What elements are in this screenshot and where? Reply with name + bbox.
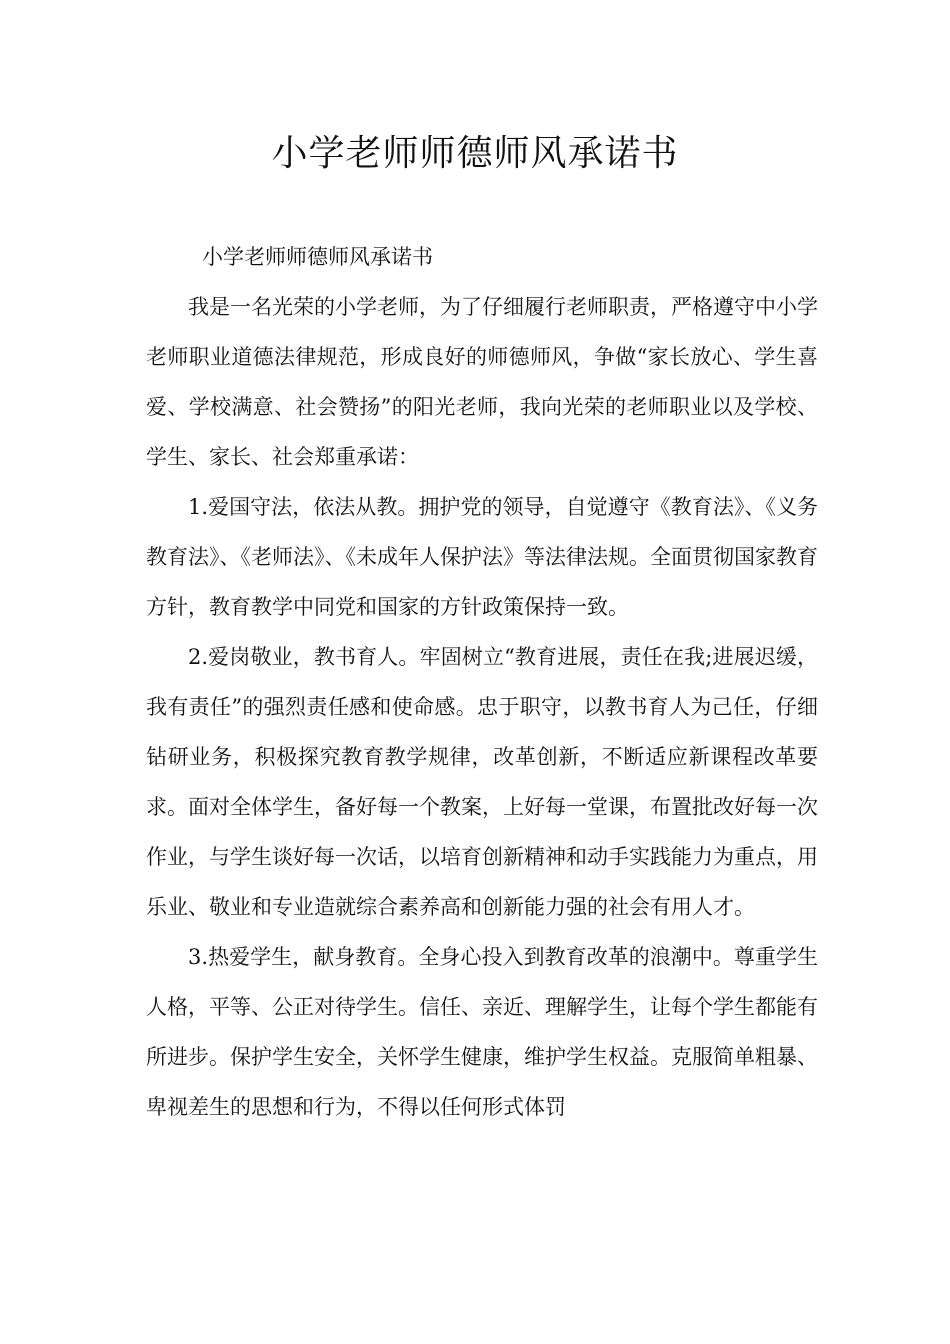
paragraph-intro: 我是一名光荣的小学老师，为了仔细履行老师职责，严格遵守中小学老师职业道德法律规范，形成良好的师德师风，争做“家长放心、学生喜爱、学校满意、社会赞扬”的阳光老师，我向光荣的老师职业以及学校、学生、家长、社会郑重承诺： <box>146 295 818 469</box>
document-subtitle: 小学老师师德师风承诺书 <box>202 245 433 269</box>
document-body <box>146 232 818 1132</box>
paragraph-item-1: 1.爱国守法，依法从教。拥护党的领导，自觉遵守《教育法》、《义务教育法》、《老师法》、《未成年人保护法》等法律法规。全面贯彻国家教育方针，教育教学中同党和国家的方针政策保持一致。 <box>146 495 818 619</box>
paragraph-item-3: 3.热爱学生，献身教育。全身心投入到教育改革的浪潮中。尊重学生人格，平等、公正对待学生。信任、亲近、理解学生，让每个学生都能有所进步。保护学生安全，关怀学生健康，维护学生权益。克服简单粗暴、卑视差生的思想和行为，不得以任何形式体罚 <box>146 945 818 1119</box>
paragraph-item-2: 2.爱岗敬业，教书育人。牢固树立“教育进展，责任在我;进展迟缓，我有责任”的强烈责任感和使命感。忠于职守，以教书育人为己任，仔细钻研业务，积极探究教育教学规律，改革创新，不断适应新课程改革要求。面对全体学生，备好每一个教案，上好每一堂课，布置批改好每一次作业，与学生谈好每一次话，以培育创新精神和动手实践能力为重点，用乐业、敬业和专业造就综合素养高和创新能力强的社会有用人才。 <box>146 645 818 919</box>
document-title: 小学老师师德师风承诺书 <box>271 133 679 174</box>
